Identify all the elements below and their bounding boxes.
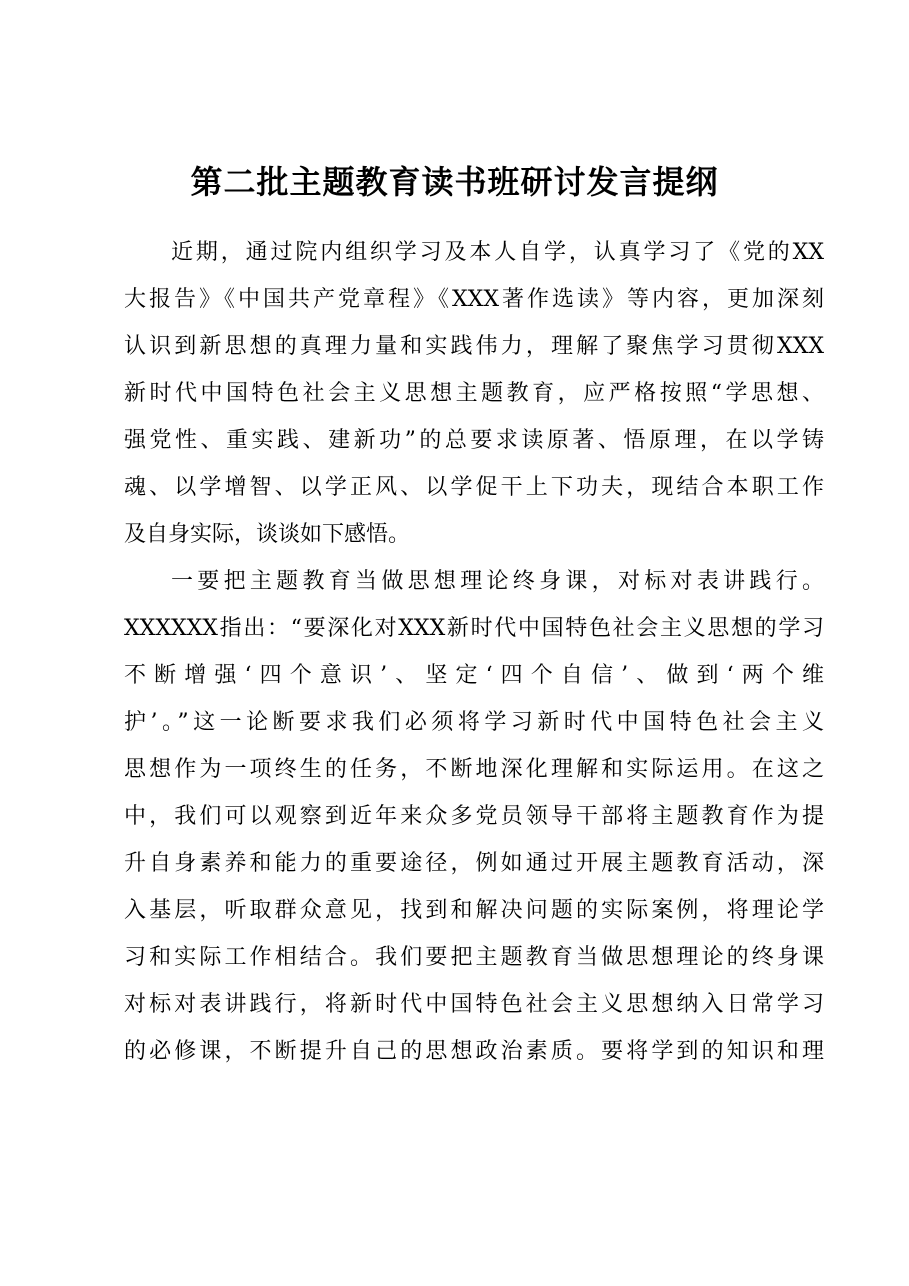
text-line-7: 及自身实际，谈谈如下感悟。	[124, 522, 411, 547]
text-line-4: 新时代中国特色社会主义思想主题教育，应严格按照“学思想、	[124, 381, 824, 406]
text-line-16: 习和实际工作相结合。我们要把主题教育当做思想理论的终身课	[124, 945, 824, 970]
text-line-15: 入基层，听取群众意见，找到和解决问题的实际案例，将理论学	[124, 898, 824, 923]
text-line-1: 近期，通过院内组织学习及本人自学，认真学习了《党的XX	[171, 240, 824, 265]
text-line-18: 的必修课，不断提升自己的思想政治素质。要将学到的知识和理	[124, 1039, 824, 1064]
text-line-5: 强党性、重实践、建新功”的总要求读原著、悟原理，在以学铸	[124, 428, 824, 453]
text-line-10: 不断增强‘四个意识’、坚定‘四个自信’、做到‘两个维	[124, 663, 824, 688]
text-line-8: 一要把主题教育当做思想理论终身课，对标对表讲践行。	[171, 569, 824, 594]
text-line-9: XXXXXX指出：“要深化对XXX新时代中国特色社会主义思想的学习	[124, 616, 824, 641]
text-line-3: 认识到新思想的真理力量和实践伟力，理解了聚焦学习贯彻XXX	[124, 334, 824, 359]
text-line-12: 思想作为一项终生的任务，不断地深化理解和实际运用。在这之	[124, 757, 824, 782]
document-title: 第二批主题教育读书班研讨发言提纲	[190, 163, 719, 201]
text-line-11: 护’。”这一论断要求我们必须将学习新时代中国特色社会主义	[124, 710, 824, 735]
text-line-14: 升自身素养和能力的重要途径，例如通过开展主题教育活动，深	[124, 851, 824, 876]
text-line-17: 对标对表讲践行，将新时代中国特色社会主义思想纳入日常学习	[124, 992, 824, 1017]
text-line-13: 中，我们可以观察到近年来众多党员领导干部将主题教育作为提	[124, 804, 824, 829]
text-line-6: 魂、以学增智、以学正风、以学促干上下功夫，现结合本职工作	[124, 475, 824, 500]
document-body	[124, 229, 824, 1075]
text-line-2: 大报告》《中国共产党章程》《XXX著作选读》等内容，更加深刻	[124, 287, 824, 312]
